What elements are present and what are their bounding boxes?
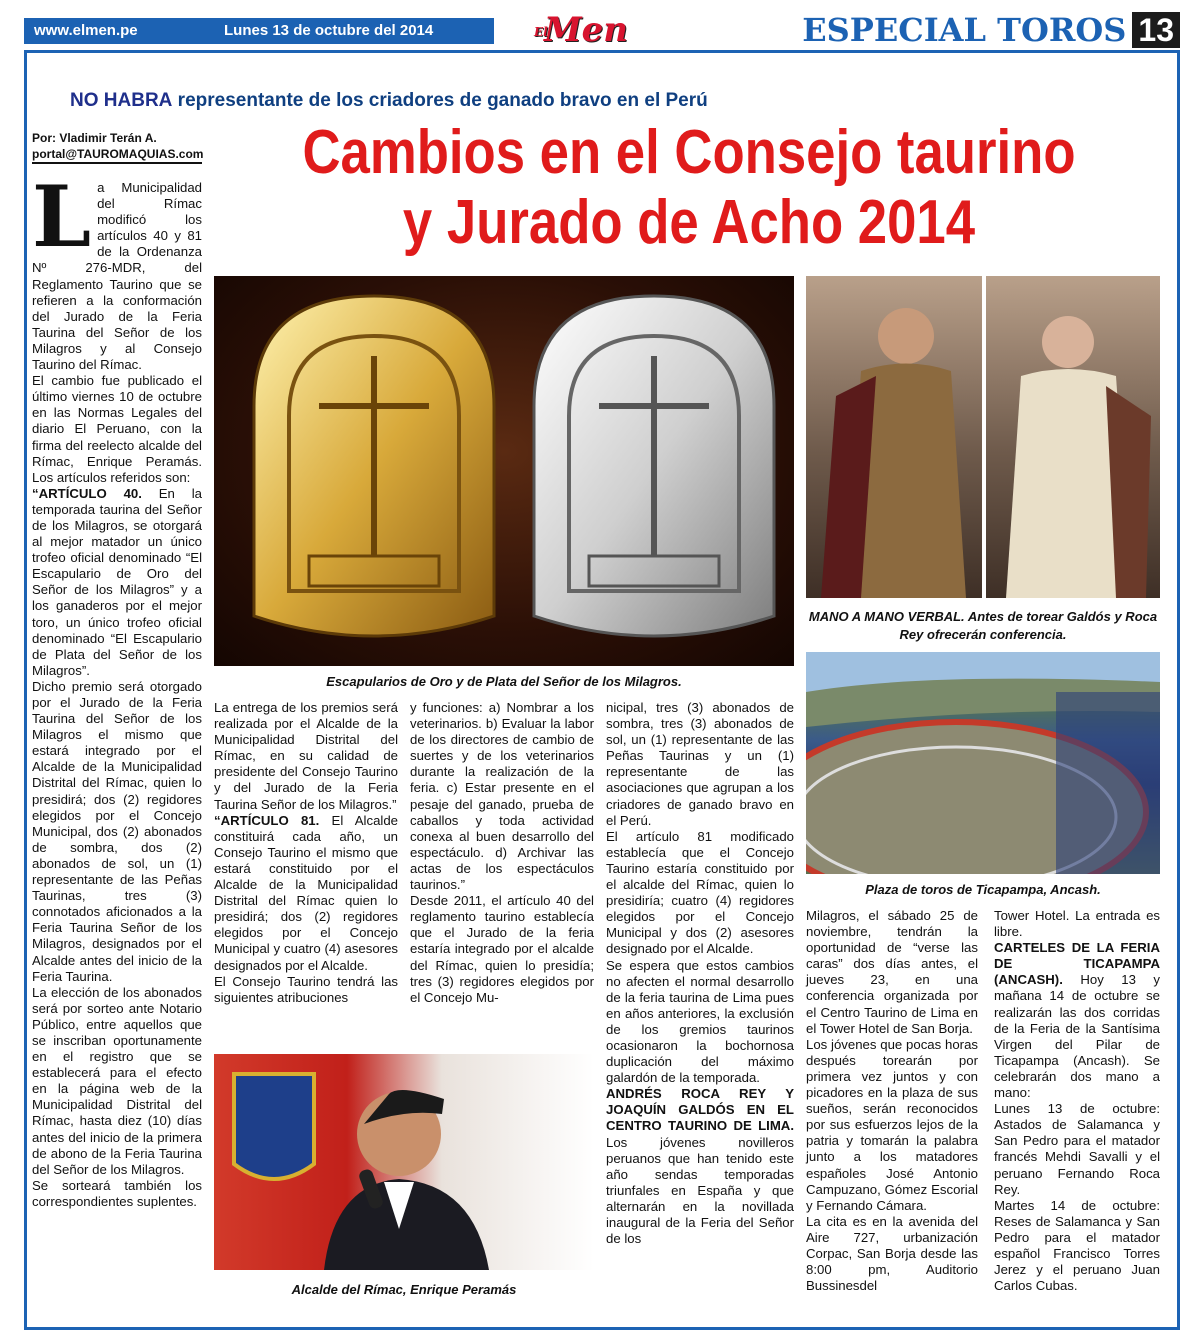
col3-p1: y funciones: a) Nombrar a los veterinarios. b) Evaluar la labor de los directores de cambio de suertes y de los veterinarios durante la realización de la feria. c) Estar presente en el pesaje del ganado, prueba de caballos y toda actividad conexa al buen desarrollo del espectáculo. d) Archivar las actas de los espectáculos taurinos.” xyxy=(410,700,594,893)
headline-line-2: y Jurado de Acho 2014 xyxy=(402,188,976,257)
col1-p1: a Municipalidad del Rímac modificó los artículos 40 y 81 de la Ordenanza Nº 276-MDR, del Reglamento Taurino que se refieren a la conformación del Jurado de la Feria Taurina del Señor de los Milagros y al Consejo Taurino del Rímac. xyxy=(32,180,202,373)
mano-strong: MANO A MANO VERBAL. xyxy=(808,609,965,624)
col1-p3 xyxy=(32,486,202,679)
col1-p2: El cambio fue publicado el último viernes 10 de octubre en las Normas Legales del diario El Peruano, con la firma del reelecto alcalde del Rímac, Enrique Peramás. Los artículos referidos son: xyxy=(32,373,202,485)
header-strip xyxy=(24,18,494,44)
col6-p4: Martes 14 de octubre: Reses de Salamanca y San Pedro para el matador español Francisco Torres Jerez y el peruano Juan Carlos Cubas. xyxy=(994,1197,1160,1294)
carteles-label: CARTELES DE LA FERIA DE TICAPAMPA (ANCASH). xyxy=(994,940,1160,988)
escapularios-caption: Escapularios de Oro y de Plata del Señor de los Milagros. xyxy=(326,674,682,689)
column-6 xyxy=(994,908,1160,1294)
roca-galdos-label: ANDRÉS ROCA REY Y JOAQUÍN GALDÓS EN EL CENTRO TAURINO DE LIMA. xyxy=(606,1086,794,1134)
alcalde-caption: Alcalde del Rímac, Enrique Peramás xyxy=(291,1282,517,1297)
col1-p4: Dicho premio será otorgado por el Jurado de la Feria Taurina del Señor de los Milagros el mismo que estará integrado por el Alcalde de la Municipalidad Distrital del Rímac, quien lo presidirá; dos (2) regidores elegidos por el Concejo Municipal, dos (2) abonados de sombra, dos (2) abonados de sol, un (1) representante de las Peñas Taurinas, tres (3) connotados aficionados a la Feria Taurina Señor de los Milagros, designados por el Alcalde antes del inicio de la Feria Taurina. xyxy=(32,678,202,984)
section-name: ESPECIAL TOROS xyxy=(802,11,1127,49)
col6-p2 xyxy=(994,940,1160,1101)
page-header xyxy=(24,12,1180,48)
plaza-illustration xyxy=(806,652,1160,874)
plaza-caption: Plaza de toros de Ticapampa, Ancash. xyxy=(865,882,1101,897)
page-number: 13 xyxy=(1132,12,1180,48)
plaza-photo xyxy=(806,652,1160,874)
website-label: www.elmen.pe xyxy=(34,22,138,39)
articulo-40-label: “ARTÍCULO 40. xyxy=(32,485,142,501)
matadores-illustration xyxy=(806,276,1160,598)
column-4 xyxy=(606,700,794,1247)
author: Por: Vladimir Terán A. xyxy=(32,131,157,145)
col2-p2 xyxy=(214,813,398,974)
col6-p2-text: Hoy 13 y mañana 14 de octubre se realizarán las dos corridas de la Feria de la Santísima Virgen del Pilar de Ticapampa (Ancash). Se celebrarán dos mano a mano: xyxy=(994,972,1160,1101)
col4-p3: Se espera que estos cambios no afecten el normal desarrollo de la feria taurina de Lima pues en años anteriores, la exclusión de los gremios taurinos ocasionaron la bochornosa duplicación del máximo galardón de la temporada. xyxy=(606,957,794,1086)
alcalde-illustration xyxy=(214,1054,594,1270)
col2-p3: El Consejo Taurino tendrá las siguientes atribuciones xyxy=(214,973,398,1005)
headline xyxy=(285,118,1093,258)
col6-p1: Tower Hotel. La entrada es libre. xyxy=(994,908,1160,940)
logo-text: Men xyxy=(544,10,628,50)
col2-p1: La entrega de los premios será realizada por el Alcalde de la Municipalidad Distrital del Rímac, en su calidad de presidente del Consejo Taurino y del Jurado de la Feria Taurina Señor de los Milagros.” xyxy=(214,700,398,812)
column-3 xyxy=(410,700,594,1006)
col4-p2: El artículo 81 modificado establecía que el Concejo Taurino estaría constituido por el alcalde del Rímac, quien lo presidiría; cuatro (4) regidores elegidos por el Concejo Municipal y dos (2) asesores designado por el Alcalde. xyxy=(606,828,794,957)
col1-p3-text: En la temporada taurina del Señor de los Milagros, se otorgará al mejor matador un único trofeo oficial denominado “El Escapulario de Oro del Señor de los Milagros” y a los ganaderos por el mejor toro, un único trofeo oficial denominado “El Escapulario de Plata del Señor de los Milagros”. xyxy=(32,485,202,678)
column-2 xyxy=(214,700,398,1006)
kicker-text: representante de los criadores de ganado bravo en el Perú xyxy=(177,90,708,111)
escapularios-photo xyxy=(214,276,794,666)
author-email: portal@TAUROMAQUIAS.com xyxy=(32,146,202,164)
col2-p2-text: El Alcalde constituirá cada año, un Consejo Taurino el mismo que estará constituido por el Alcalde de la Municipalidad Distrital del Rímac quien lo presidirá; dos (2) regidores elegidos por el Concejo Municipal y cuatro (4) asesores designados por el Alcalde. xyxy=(214,812,399,973)
el-men-logo xyxy=(530,12,638,48)
kicker-strong: NO HABRA xyxy=(70,90,173,111)
col5-p2: Los jóvenes que pocas horas después torearán por primera vez juntos y con picadores en la plaza de sus sueños, serán reconocidos por sus esfuerzos lejos de la patria y tomarán la palabra junto a los matadores españoles José Antonio Campuzano, Gómez Escorial y Fernando Cámara. xyxy=(806,1036,978,1213)
alcalde-photo xyxy=(214,1054,594,1270)
byline xyxy=(32,130,202,164)
col4-p1: nicipal, tres (3) abonados de sombra, tres (3) abonados de sol, un (1) representante de las Peñas Taurinas y un (1) representante de las asociaciones que agrupan a los criadores de ganado bravo en el Perú. xyxy=(606,700,794,828)
headline-line-1: Cambios en el Consejo taurino xyxy=(302,118,1076,187)
column-1 xyxy=(32,167,202,1210)
mano-rest: Antes de torear Galdós y Roca Rey ofrecerán conferencia. xyxy=(899,609,1158,642)
kicker xyxy=(70,90,708,112)
col6-p3: Lunes 13 de octubre: Astados de Salamanca y San Pedro para el matador francés Mehdi Savalli y el peruano Fernando Roca Rey. xyxy=(994,1101,1160,1197)
articulo-81-label: “ARTÍCULO 81. xyxy=(214,812,320,828)
date-label: Lunes 13 de octubre del 2014 xyxy=(224,22,434,39)
col5-p1: Milagros, el sábado 25 de noviembre, tendrán la oportunidad de “verse las caras” dos días antes, el jueves 23, en una conferencia organizada por el Centro Taurino de Lima en el Tower Hotel de San Borja. xyxy=(806,908,978,1036)
dropcap: L xyxy=(32,167,92,266)
escapularios-illustration xyxy=(214,276,794,666)
col3-p2: Desde 2011, el artículo 40 del reglamento taurino establecía que el Jurado de la feria estaría integrado por el alcalde del Rímac, quien lo presidía; tres (3) regidores elegidos por el Concejo Mu- xyxy=(410,893,594,1005)
col1-p6: Se sorteará también los correspondientes suplentes. xyxy=(32,1177,202,1209)
matadores-photo xyxy=(806,276,1160,598)
col1-p5: La elección de los abonados será por sorteo ante Notario Público, entre aquellos que se inscriban oportunamente en el registro que se establecerá para el efecto en la página web de la Municipalidad Distrital del Rímac, hasta diez (10) días antes del inicio de la primera de abono de la Feria Taurina del Señor de los Milagros. xyxy=(32,984,202,1177)
col4-p4-text: Los jóvenes novilleros peruanos que han tenido este año sendas temporadas triunfales en España y que alternarán en la novillada inaugural de la Feria del Señor de los xyxy=(606,1134,794,1247)
column-5 xyxy=(806,908,978,1294)
col5-p3: La cita es en la avenida del Aire 727, urbanización Corpac, San Borja desde las 8:00 pm, Auditorio Bussinesdel xyxy=(806,1213,978,1294)
col4-p4 xyxy=(606,1086,794,1247)
section-title xyxy=(802,12,1180,48)
logo-small-text: El xyxy=(534,25,548,39)
matadores-caption xyxy=(806,608,1160,644)
